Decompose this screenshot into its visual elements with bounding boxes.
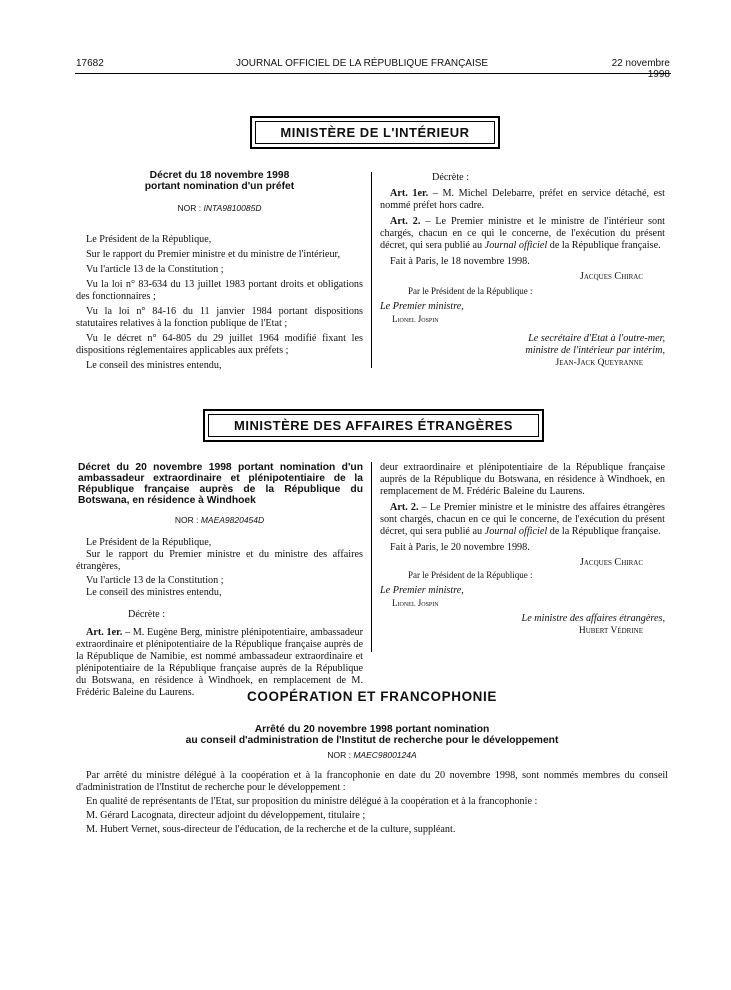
signatory-name: Jacques Chirac [579,271,643,282]
countersign-name: Jean-Jack Queyranne [555,358,643,368]
article-text: – M. Michel Delebarre, préfet en service détaché, est nommé préfet hors cadre. [380,188,665,211]
column-divider [371,172,372,368]
done-at: Fait à Paris, le 20 novembre 1998. [390,542,530,553]
countersign-title: Le secrétaire d'Etat à l'outre-mer, [528,333,665,344]
signatory-name: Jacques Chirac [579,557,643,568]
nor-reference [76,202,363,214]
decree-title [76,170,363,192]
full-width-block [76,724,668,836]
section-heading: MINISTÈRE DE L'INTÉRIEUR [255,121,495,144]
arrete-paragraph: M. Hubert Vernet, sous-directeur de l'éducation, de la recherche et de la culture, suppléant. [86,824,456,835]
nor-label: NOR : [177,203,202,213]
pm-name: Lionel Jospin [392,314,439,324]
countersign-title: ministre de l'intérieur par intérim, [525,345,665,356]
nor-code: MAEC9800124A [353,750,417,760]
page-number: 17682 [76,58,104,69]
article-text: de la République française. [547,526,661,537]
right-column [380,462,665,637]
article-label: Art. 1er. [390,188,429,199]
arrete-title-line: au conseil d'administration de l'Institut de recherche pour le développement [185,735,559,746]
article-1-continued: deur extraordinaire et plénipotentiaire de la République française auprès de la République du Botswana, en résidence à Windhoek, en remplacement de M. Frédéric Baleine du Laurens. [380,462,665,497]
countersign-title: Le ministre des affaires étrangères, [521,613,665,624]
arrete-paragraph: M. Gérard Lacognata, directeur adjoint du développement, titulaire ; [86,810,366,821]
countersign-name: Hubert Védrine [578,626,643,636]
by-president: Par le Président de la République : [408,570,533,580]
arrete-paragraph: Par arrêté du ministre délégué à la coopération et à la francophonie en date du 20 novembre 1998, sont nommés membres du conseil d'administration de l'Institut de recherche pour le développement : [76,770,668,793]
arrete-paragraph: En qualité de représentants de l'Etat, sur proposition du ministre délégué à la coopération et à la francophonie : [86,796,538,807]
decrete-label: Décrète : [128,609,166,620]
visa-line: Vu le décret n° 64-805 du 29 juillet 1964 modifié fixant les dispositions réglementaires applicables aux préfets ; [76,333,363,356]
article-label: Art. 2. [390,502,419,513]
decrete-label: Décrète : [432,172,470,183]
article-label: Art. 1er. [86,627,123,638]
visa-line: Le Président de la République, [86,537,212,548]
pm-title: Le Premier ministre, [380,301,464,312]
arrete-title [76,724,668,746]
nor-code: INTA9810085D [203,203,262,213]
arrete-title-line: Arrêté du 20 novembre 1998 portant nomination [254,724,490,735]
section-heading: MINISTÈRE DES AFFAIRES ÉTRANGÈRES [208,414,539,437]
article-1 [76,627,363,698]
nor-code: MAEA9820454D [200,515,265,525]
nor-reference [76,749,668,761]
pm-name: Lionel Jospin [392,598,439,608]
left-column [76,462,363,698]
journal-ref: Journal officiel [484,526,548,537]
article-text: – Le Premier ministre et le ministre des affaires étrangères sont chargés, chacun en ce qui le concerne, de l'exécution du présent décret, qui sera publié au [380,502,665,537]
header-rule [75,73,671,74]
section-heading-box [250,116,500,149]
issue-date: 22 novembre 1998 [611,58,670,80]
left-column [76,170,363,372]
visa-line: Le conseil des ministres entendu, [86,360,222,371]
visa-line: Le Président de la République, [86,234,212,245]
nor-label: NOR : [327,750,351,760]
right-column [380,172,665,369]
decree-title-line: Décret du 18 novembre 1998 [149,170,290,181]
decree-title: Décret du 20 novembre 1998 portant nomination d'un ambassadeur extraordinaire et plénipotentiaire de la République française auprès de la République du Botswana, en résidence à Windhoek [78,462,363,506]
done-at: Fait à Paris, le 18 novembre 1998. [390,256,530,267]
visa-line: Vu la loi n° 83-634 du 13 juillet 1983 portant droits et obligations des fonctionnaires ; [76,279,363,302]
article-text: – Le Premier ministre et le ministre de l'intérieur sont chargés, chacun en ce qui le concerne, de l'exécution du présent décret, qui sera publié au [380,216,665,251]
visa-line: Vu la loi n° 84-16 du 11 janvier 1984 portant dispositions statutaires relatives à la fonction publique de l'Etat ; [76,306,363,329]
decree-title-line: portant nomination d'un préfet [144,181,295,192]
visa-line: Sur le rapport du Premier ministre et du ministre de l'intérieur, [86,249,341,260]
article-1 [380,188,665,212]
visa-line: Vu l'article 13 de la Constitution ; [86,575,224,586]
section-heading-box [203,409,544,442]
nor-reference [76,514,363,526]
journal-ref: Journal officiel [484,240,548,251]
pm-title: Le Premier ministre, [380,585,464,596]
article-text: de la République française. [547,240,661,251]
journal-title: JOURNAL OFFICIEL DE LA RÉPUBLIQUE FRANÇAISE [236,58,489,69]
nor-label: NOR : [174,515,199,525]
article-2 [380,216,665,252]
visa-line: Le conseil des ministres entendu, [86,587,222,598]
article-text: – M. Eugène Berg, ministre plénipotentiaire, ambassadeur extraordinaire et plénipotentiaire de la République française auprès de la République de Namibie, est nommé ambassadeur extraordinaire et plénipotentiaire de la République française auprès de la République du Botswana, en résidence à Windhoek, en remplacement de M. Frédéric Baleine du Laurens. [76,627,363,698]
visa-line: Vu l'article 13 de la Constitution ; [86,264,224,275]
article-label: Art. 2. [390,216,421,227]
visa-line: Sur le rapport du Premier ministre et du ministre des affaires étrangères, [76,549,363,572]
section-heading: COOPÉRATION ET FRANCOPHONIE [247,689,497,704]
by-president: Par le Président de la République : [408,286,533,296]
column-divider [371,462,372,652]
article-2 [380,502,665,538]
